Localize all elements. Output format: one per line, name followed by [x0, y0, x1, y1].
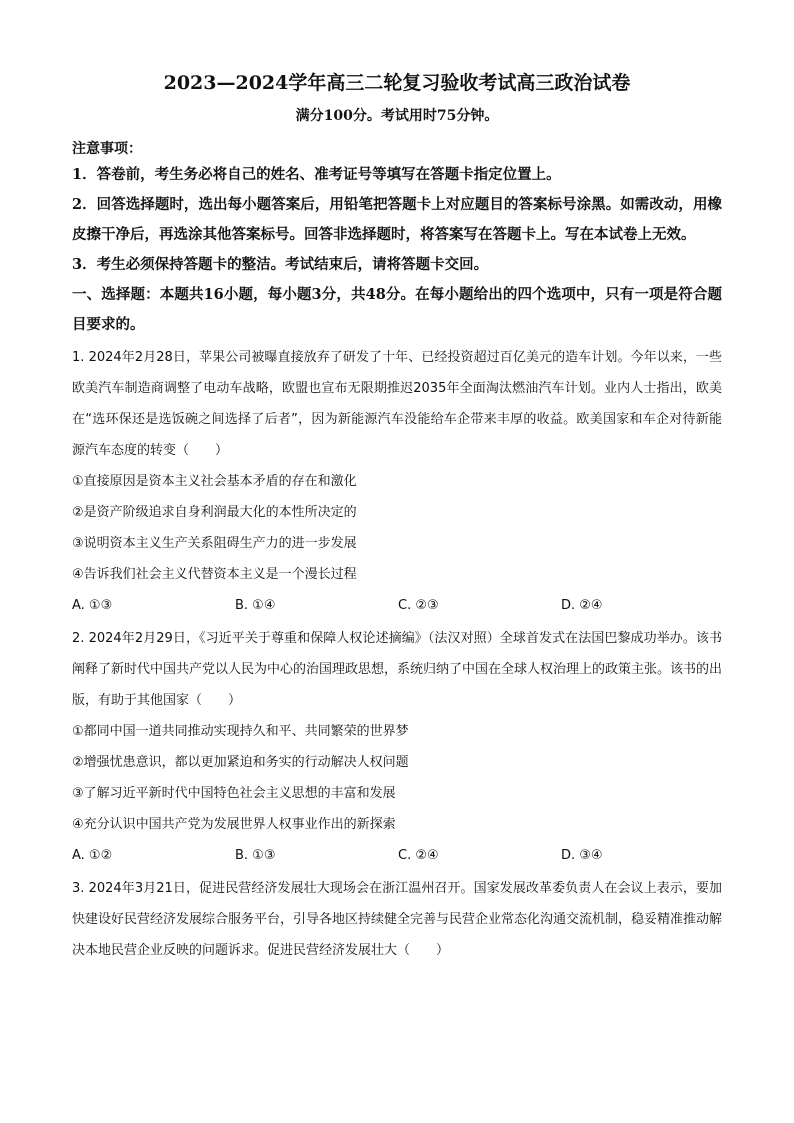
- question-3: [72, 873, 722, 966]
- question-option: ②增强忧患意识，都以更加紧迫和务实的行动解决人权问题: [72, 755, 409, 770]
- question-2: [72, 623, 722, 871]
- notice-item: 3．考生必须保持答题卡的整洁。考试结束后，请将答题卡交回。: [72, 256, 489, 273]
- question-stem: 1. 2024年2月28日，苹果公司被曝直接放弃了研发了十年、已经投资超过百亿美元的造车计划。今年以来，一些欧美汽车制造商调整了电动车战略，欧盟也宣布无限期推迟2035年全面淘汰燃油汽车计划。业内人士指出，欧美在“选环保还是选饭碗之间选择了后者”，因为新能源汽车没能给车企带来丰厚的收益。欧美国家和车企对待新能源汽车态度的转变（ ）: [72, 350, 722, 458]
- notice-block: [72, 138, 722, 280]
- answer-choices: [72, 590, 722, 621]
- choice-a: A. ①③: [72, 598, 113, 613]
- choice-a: A. ①②: [72, 848, 113, 863]
- choice-b: B. ①④: [235, 598, 276, 613]
- answer-choices: [72, 840, 722, 871]
- question-1: [72, 342, 722, 621]
- question-option: ③说明资本主义生产关系阻碍生产力的进一步发展: [72, 536, 357, 551]
- question-option: ④告诉我们社会主义代替资本主义是一个漫长过程: [72, 567, 357, 582]
- choice-c: C. ②④: [398, 848, 439, 863]
- notice-heading: 注意事项：: [72, 141, 142, 157]
- notice-item: 2．回答选择题时，选出每小题答案后，用铅笔把答题卡上对应题目的答案标号涂黑。如需改动，用橡皮擦干净后，再选涂其他答案标号。回答非选择题时，将答案写在答题卡上。写在本试卷上无效。: [72, 196, 722, 243]
- question-option: ④充分认识中国共产党为发展世界人权事业作出的新探索: [72, 817, 396, 832]
- question-stem: 3. 2024年3月21日，促进民营经济发展壮大现场会在浙江温州召开。国家发展改革委负责人在会议上表示，要加快建设好民营经济发展综合服务平台，引导各地区持续健全完善与民营企业常态化沟通交流机制，稳妥精准推动解决本地民营企业反映的问题诉求。促进民营经济发展壮大（ ）: [72, 881, 723, 958]
- section-heading: 一、选择题：本题共16小题，每小题3分，共48分。在每小题给出的四个选项中，只有一项是符合题目要求的。: [72, 286, 722, 333]
- question-option: ①直接原因是资本主义社会基本矛盾的存在和激化: [72, 474, 357, 489]
- choice-c: C. ②③: [398, 598, 439, 613]
- question-option: ①都同中国一道共同推动实现持久和平、共同繁荣的世界梦: [72, 724, 409, 739]
- question-option: ②是资产阶级追求自身利润最大化的本性所决定的: [72, 505, 357, 520]
- choice-d: D. ③④: [561, 848, 603, 863]
- choice-d: D. ②④: [561, 598, 603, 613]
- choice-b: B. ①③: [235, 848, 276, 863]
- exam-title: 2023—2024学年高三二轮复习验收考试高三政治试卷: [163, 72, 631, 94]
- exam-subtitle: 满分100分。考试用时75分钟。: [295, 108, 499, 124]
- question-option: ③了解习近平新时代中国特色社会主义思想的丰富和发展: [72, 786, 396, 801]
- notice-item: 1．答卷前，考生务必将自己的姓名、准考证号等填写在答题卡指定位置上。: [72, 166, 561, 183]
- question-stem: 2. 2024年2月29日，《习近平关于尊重和保障人权论述摘编》（法汉对照）全球首发式在法国巴黎成功举办。该书阐释了新时代中国共产党以人民为中心的治国理政思想，系统归纳了中国在全球人权治理上的政策主张。该书的出版，有助于其他国家（ ）: [72, 631, 723, 708]
